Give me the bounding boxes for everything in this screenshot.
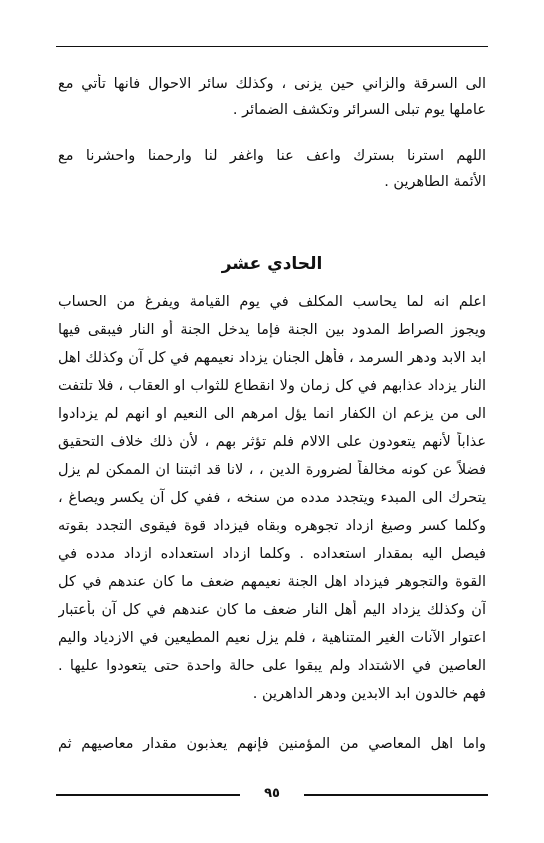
text-line: فهم خالدون ابد الابدين ودهر الداهرين .	[252, 686, 486, 702]
text-line: الى السرقة والزاني حين يزنى ، وكذلك سائر الاحوال فانها تأتي مع	[58, 76, 486, 92]
text-line: الى من يزعم ان الكفار انما يؤل امرهم الى النعيم او انهم لم يزدادوا	[58, 406, 486, 422]
text-line: فضلاً عن كونه مخالفاً لضرورة الدين ، ، لانا قد اثبتنا ان الممكن لم يزل	[58, 462, 486, 478]
text-line: وكلما كسر وصيغ ازداد تجوهره وبقاه فيزداد قوة فيقوى التجدد بقوته	[58, 518, 486, 534]
page-footer	[56, 786, 488, 802]
section-heading: الحادي عشر	[221, 254, 323, 274]
text-line: القوة والتجوهر فيزداد اهل الجنة نعيمهم ضعف ما كان عندهم في كل	[58, 574, 486, 590]
text-line: يتحرك الى المبدء ويتجدد مدده من سنخه ، ففي كل آن يكسر ويصاغ ،	[58, 490, 486, 506]
text-line: عاملها يوم تبلى السرائر وتكشف الضمائر .	[232, 102, 486, 118]
text-line: الأئمة الطاهرين .	[384, 174, 486, 190]
text-line: العاصين في الاشتداد ولم يبقوا على حالة واحدة حتى يتعودوا عليها .	[58, 658, 486, 674]
text-line: اعلم انه لما يحاسب المكلف في يوم القيامة ويفرغ من الحساب	[58, 294, 486, 310]
text-line: آن وكذلك يزداد اليم أهل النار ضعف ما كان عندهم في كل آن بأعتبار	[58, 602, 486, 618]
text-line: ويجوز الصراط المدود بين الجنة فإما يدخل الجنة أو النار فيبقى فيها	[58, 322, 486, 338]
footer-rule-left	[56, 794, 240, 796]
text-line: واما اهل المعاصي من المؤمنين فإنهم يعذبون مقدار معاصيهم ثم	[58, 736, 486, 752]
top-rule	[56, 46, 488, 47]
footer-rule-right	[304, 794, 488, 796]
text-line: فيصل اليه بمقدار استعداده . وكلما ازداد استعداده ازداد مدده في	[58, 546, 486, 562]
text-line: اعتوار الآنات الغير المتناهية ، فلم يزل نعيم المطيعين في الازدياد واليم	[58, 630, 486, 646]
text-line: النار يزداد عذابهم في كل زمان ولا انقطاع للثواب او العقاب ، فلا تلتفت	[58, 378, 486, 394]
text-line: ابد الابد ودهر السرمد ، فأهل الجنان يزداد نعيمهم في كل آن وكذلك اهل	[58, 350, 486, 366]
text-line: عذاباً لأنهم يتعودون على الالام فلم تؤثر بهم ، لأن ذلك خلاف التحقيق	[58, 434, 486, 450]
page-number: ٩٥	[264, 786, 280, 801]
text-line: اللهم استرنا بسترك واعف عنا واغفر لنا وارحمنا واحشرنا مع	[58, 148, 486, 164]
